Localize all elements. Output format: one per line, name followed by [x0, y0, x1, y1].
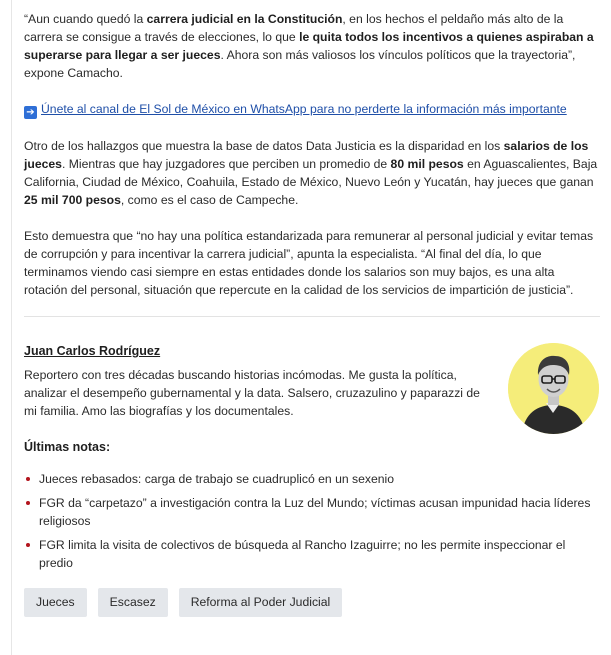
author-bio: Reportero con tres décadas buscando historias incómodas. Me gusta la política, analizar el desempeño gubernamental y la data. Salsero, cruzazulino y paparazzi de mi familia. Amo las biografías y los documentales.	[24, 368, 480, 418]
author-name-link[interactable]: Juan Carlos Rodríguez	[24, 344, 161, 358]
whatsapp-channel-link[interactable]: Únete al canal de El Sol de México en WhatsApp para no perderte la información más importante	[41, 102, 567, 116]
text-run: “Aun cuando quedó la	[24, 12, 147, 26]
text-run: Otro de los hallazgos que muestra la base de datos Data Justicia es la disparidad en los	[24, 139, 504, 153]
bold-text: 80 mil pesos	[390, 157, 464, 171]
tag-jueces[interactable]: Jueces	[24, 588, 87, 617]
list-item[interactable]: FGR da “carpetazo” a investigación contra la Luz del Mundo; víctimas acusan impunidad hacia líderes religiosos	[24, 494, 600, 530]
whatsapp-promo	[24, 100, 600, 119]
author-photo-illustration	[508, 343, 599, 434]
section-divider	[24, 316, 600, 317]
arrow-right-icon: ➔	[24, 106, 37, 119]
list-item[interactable]: FGR limita la visita de colectivos de búsqueda al Rancho Izaguirre; no les permite inspeccionar el predio	[24, 536, 600, 572]
paragraph-salaries	[24, 137, 600, 209]
list-item[interactable]: Jueces rebasados: carga de trabajo se cuadruplicó en un sexenio	[24, 470, 600, 488]
text-run: , como es el caso de Campeche.	[120, 193, 299, 207]
bold-text: le quita todos los incentivos a quienes aspiraban a superarse para llegar a ser jueces	[24, 30, 594, 62]
tag-list	[24, 588, 342, 617]
tag-escasez[interactable]: Escasez	[98, 588, 168, 617]
latest-notes-list	[24, 470, 600, 578]
bold-text: 25 mil 700 pesos	[24, 193, 121, 207]
text-run: en Aguascalientes, Baja California, Ciudad de México, Coahuila, Estado de México, Nuevo León y Yucatán, hay jueces que ganan	[24, 157, 598, 189]
bold-text: carrera judicial en la Constitución	[146, 12, 343, 26]
text-run: , en los hechos el peldaño más alto de la carrera se consigue a través de elecciones, lo que	[24, 12, 564, 44]
paragraph-quote-specialist: Esto demuestra que “no hay una política estandarizada para remunerar al personal judicial y evitar temas de corrupción y para incentivar la carrera judicial”, apunta la especialista. “Al final del día, lo que terminamos viendo casi siempre en estas entidades donde los salarios son muy bajos, es una alta rotación del personal, situación que repercute en la calidad de los servicios de impartición de justicia”.	[24, 229, 594, 297]
author-avatar	[508, 343, 599, 434]
tag-reforma-poder-judicial[interactable]: Reforma al Poder Judicial	[179, 588, 343, 617]
left-border	[11, 0, 12, 655]
text-run: . Ahora son más valiosos los vínculos políticos que la trayectoria”, expone Camacho.	[24, 48, 576, 80]
paragraph-quote	[24, 10, 600, 82]
text-run: . Mientras que hay juzgadores que perciben un promedio de	[61, 157, 391, 171]
bold-text: salarios de los jueces	[24, 139, 589, 171]
latest-notes-heading: Últimas notas:	[24, 440, 111, 454]
